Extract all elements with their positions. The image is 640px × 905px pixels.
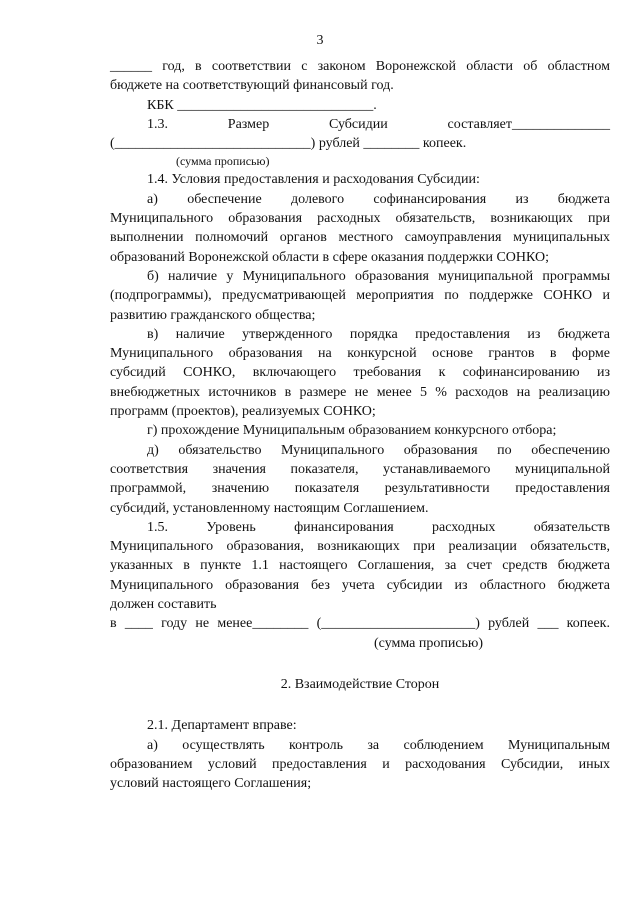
paragraph-1-4-a bbox=[110, 190, 610, 267]
paragraph-1-5 bbox=[110, 518, 610, 634]
text-line: выполнении полномочий органов местного самоуправления муниципальных bbox=[110, 230, 610, 246]
text-line: а) осуществлять контроль за соблюдением Муниципальным bbox=[147, 737, 610, 753]
text-line: субсидий СОНКО, включающего требования к софинансированию из bbox=[110, 365, 610, 381]
page-number: 3 bbox=[316, 33, 324, 48]
paragraph-1-4-g: г) прохождение Муниципальным образованием конкурсного отбора; bbox=[147, 423, 557, 439]
text-line: должен составить bbox=[110, 597, 217, 613]
note-sum-in-words: (сумма прописью) bbox=[176, 154, 270, 169]
paragraph-1-3 bbox=[110, 115, 610, 154]
text-line: 1.3. Размер Субсидии составляет______________ bbox=[147, 116, 610, 132]
text-line: внебюджетных источников в размере не менее 5 % расходов на реализацию bbox=[110, 384, 610, 400]
text-line: (____________________________) рублей ________ копеек. bbox=[110, 136, 467, 152]
note-sum-in-words-2: (сумма прописью) bbox=[374, 635, 484, 651]
text-line: Муниципального образования без учета субсидии из областного бюджета bbox=[110, 577, 610, 593]
paragraph-budget-law bbox=[110, 57, 610, 96]
text-line: Муниципального образования расходных обязательств, возникающих при bbox=[110, 211, 610, 227]
paragraph-1-4-d bbox=[110, 441, 610, 518]
text-line: указанных в пункте 1.1 настоящего Соглашения, за счет средств бюджета bbox=[110, 558, 610, 574]
text-line: бюджете на соответствующий финансовый год. bbox=[110, 78, 394, 94]
text-line: д) обязательство Муниципального образования по обеспечению bbox=[147, 442, 610, 458]
text-line: Муниципального образования на конкурсной основе грантов в форме bbox=[110, 346, 610, 362]
kbk-line: КБК ____________________________. bbox=[147, 97, 377, 113]
paragraph-2-1-a bbox=[110, 736, 610, 794]
section-2-1-title: 2.1. Департамент вправе: bbox=[147, 718, 297, 734]
text-line: а) обеспечение долевого софинансирования из бюджета bbox=[147, 191, 610, 207]
text-line: Муниципального образования, возникающих при реализации обязательств, bbox=[110, 539, 610, 555]
text-line: образованием условий предоставления и расходования Субсидии, иных bbox=[110, 756, 610, 772]
text-line: программ (проектов), реализуемых СОНКО; bbox=[110, 404, 376, 420]
text-line: программой, значению показателя результативности предоставления bbox=[110, 481, 610, 497]
text-line: 1.5. Уровень финансирования расходных обязательств bbox=[147, 519, 610, 535]
text-line: субсидий, установленному настоящим Соглашением. bbox=[110, 500, 429, 516]
text-line: образований Воронежской области в сфере оказания поддержки СОНКО; bbox=[110, 249, 549, 265]
text-line: (подпрограммы), предусматривающей мероприятия по поддержке СОНКО и bbox=[110, 288, 610, 304]
text-line: развитию гражданского общества; bbox=[110, 307, 316, 323]
paragraph-1-4-v bbox=[110, 325, 610, 421]
text-line: ______ год, в соответствии с законом Воронежской области об областном bbox=[110, 59, 610, 74]
document-body bbox=[110, 57, 610, 793]
section-2-title: 2. Взаимодействие Сторон bbox=[280, 676, 440, 692]
text-line: условий настоящего Соглашения; bbox=[110, 776, 312, 792]
text-line: в) наличие утвержденного порядка предоставления из бюджета bbox=[147, 326, 610, 342]
section-1-4-title: 1.4. Условия предоставления и расходования Субсидии: bbox=[147, 172, 480, 188]
paragraph-1-4-b bbox=[110, 267, 610, 325]
text-line: соответствия значения показателя, устанавливаемого муниципальной bbox=[110, 461, 610, 477]
text-line: в ____ году не менее________ (______________________) рублей ___ копеек. bbox=[110, 616, 610, 632]
text-line: б) наличие у Муниципального образования муниципальной программы bbox=[147, 268, 610, 284]
